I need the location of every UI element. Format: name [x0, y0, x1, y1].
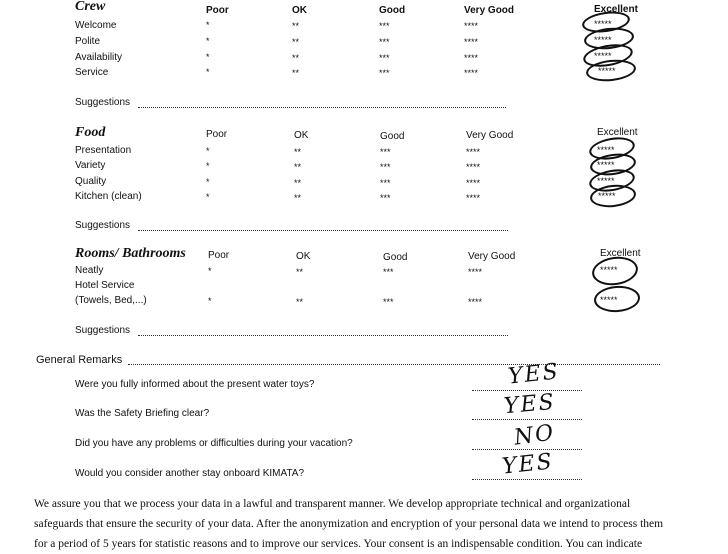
star-5: ***** — [598, 191, 616, 201]
crew-suggestions-label: Suggestions — [75, 97, 131, 108]
star-5: ***** — [600, 265, 618, 275]
rooms-suggestions-line[interactable] — [138, 335, 508, 336]
star-1: * — [208, 266, 212, 276]
star-3: *** — [379, 68, 390, 78]
star-4: **** — [466, 178, 481, 188]
rooms-row-neatly: Neatly — [75, 265, 104, 276]
star-1: * — [206, 177, 210, 187]
star-1: * — [206, 192, 210, 202]
general-remarks-line[interactable] — [128, 364, 660, 365]
star-5: ***** — [594, 35, 612, 45]
star-3: *** — [380, 162, 391, 172]
star-2: ** — [294, 147, 302, 157]
handwritten-answer: YES — [506, 359, 561, 390]
star-3: *** — [380, 147, 391, 157]
answer-line[interactable] — [472, 390, 582, 391]
food-suggestions-label: Suggestions — [75, 220, 131, 231]
question-water-toys: Were you fully informed about the present water toys? — [75, 379, 315, 390]
crew-rating-good: Good — [379, 5, 406, 16]
rooms-rating-good: Good — [383, 252, 408, 263]
crew-row-service: Service — [75, 67, 109, 78]
star-2: ** — [292, 37, 300, 47]
star-3: *** — [379, 53, 390, 63]
crew-rating-excellent: Excellent — [594, 4, 638, 15]
star-2: ** — [294, 193, 302, 203]
question-safety-briefing: Was the Safety Briefing clear? — [75, 408, 210, 419]
food-rating-excellent: Excellent — [597, 127, 638, 138]
crew-row-availability: Availability — [75, 52, 123, 63]
question-another-stay: Would you consider another stay onboard KIMATA? — [75, 468, 305, 479]
star-4: **** — [464, 53, 479, 63]
handwritten-circle-mark — [593, 284, 641, 313]
star-2: ** — [292, 53, 300, 63]
star-1: * — [208, 296, 212, 306]
star-2: ** — [292, 68, 300, 78]
food-rating-good: Good — [380, 131, 405, 142]
star-4: **** — [464, 21, 479, 31]
handwritten-answer: YES — [503, 389, 557, 420]
star-3: *** — [383, 297, 394, 307]
food-rating-poor: Poor — [206, 129, 228, 140]
rooms-rating-poor: Poor — [208, 250, 230, 261]
rooms-row-towels-bed: (Towels, Bed,...) — [75, 295, 147, 306]
star-5: ***** — [597, 176, 615, 186]
star-3: *** — [379, 21, 390, 31]
food-row-presentation: Presentation — [75, 145, 132, 156]
star-3: *** — [380, 193, 391, 203]
star-1: * — [206, 52, 210, 62]
star-4: **** — [466, 147, 481, 157]
rooms-rating-ok: OK — [296, 251, 311, 262]
privacy-line-1: We assure you that we process your data in a lawful and transparent manner. We develop appropriate technical and organizational — [34, 498, 631, 510]
handwritten-circle-mark — [590, 254, 639, 288]
privacy-line-2: safeguards that ensure the security of your data. After the anonymization and encryption of your personal data we intend to process them — [34, 518, 664, 530]
star-4: **** — [468, 297, 483, 307]
crew-row-polite: Polite — [75, 36, 101, 47]
star-4: **** — [464, 37, 479, 47]
rooms-rating-very-good: Very Good — [468, 251, 516, 262]
star-5: ***** — [598, 66, 616, 76]
answer-line[interactable] — [472, 419, 582, 420]
star-1: * — [206, 67, 210, 77]
star-4: **** — [468, 267, 483, 277]
star-1: * — [206, 161, 210, 171]
star-1: * — [206, 20, 210, 30]
star-5: ***** — [594, 51, 612, 61]
food-row-variety: Variety — [75, 160, 106, 171]
crew-rating-ok: OK — [292, 5, 307, 16]
rooms-row-hotel-service: Hotel Service — [75, 280, 135, 291]
crew-row-welcome: Welcome — [75, 20, 117, 31]
crew-section-title: Crew — [75, 0, 106, 14]
food-row-quality: Quality — [75, 176, 107, 187]
question-problems: Did you have any problems or difficulties during your vacation? — [75, 438, 353, 449]
crew-rating-very-good: Very Good — [464, 5, 515, 16]
star-1: * — [206, 146, 210, 156]
handwritten-answer: YES — [500, 449, 555, 480]
food-rating-ok: OK — [294, 130, 309, 141]
star-2: ** — [294, 178, 302, 188]
star-5: ***** — [594, 19, 612, 29]
star-2: ** — [294, 162, 302, 172]
star-2: ** — [296, 267, 304, 277]
star-3: *** — [379, 37, 390, 47]
star-4: **** — [466, 162, 481, 172]
food-row-kitchen: Kitchen (clean) — [75, 191, 142, 202]
general-remarks-label: General Remarks — [36, 354, 123, 366]
food-suggestions-line[interactable] — [138, 230, 508, 231]
star-5: ***** — [600, 295, 618, 305]
star-2: ** — [296, 297, 304, 307]
privacy-line-3: for a period of 5 years for statistic reasons and to improve our services. Your consent is an indispensable condition. You can indicate — [34, 538, 643, 550]
rooms-rating-excellent: Excellent — [600, 248, 641, 259]
star-1: * — [206, 36, 210, 46]
star-2: ** — [292, 21, 300, 31]
food-section-title: Food — [75, 125, 106, 140]
crew-rating-poor: Poor — [206, 5, 229, 16]
answer-line[interactable] — [472, 479, 582, 480]
star-4: **** — [466, 193, 481, 203]
rooms-suggestions-label: Suggestions — [75, 325, 131, 336]
rooms-section-title: Rooms/ Bathrooms — [75, 246, 186, 261]
food-rating-very-good: Very Good — [466, 130, 514, 141]
crew-suggestions-line[interactable] — [138, 107, 506, 108]
star-4: **** — [464, 68, 479, 78]
star-3: *** — [380, 178, 391, 188]
star-5: ***** — [597, 160, 615, 170]
handwritten-answer: NO — [512, 420, 557, 451]
star-3: *** — [383, 267, 394, 277]
star-5: ***** — [597, 145, 615, 155]
